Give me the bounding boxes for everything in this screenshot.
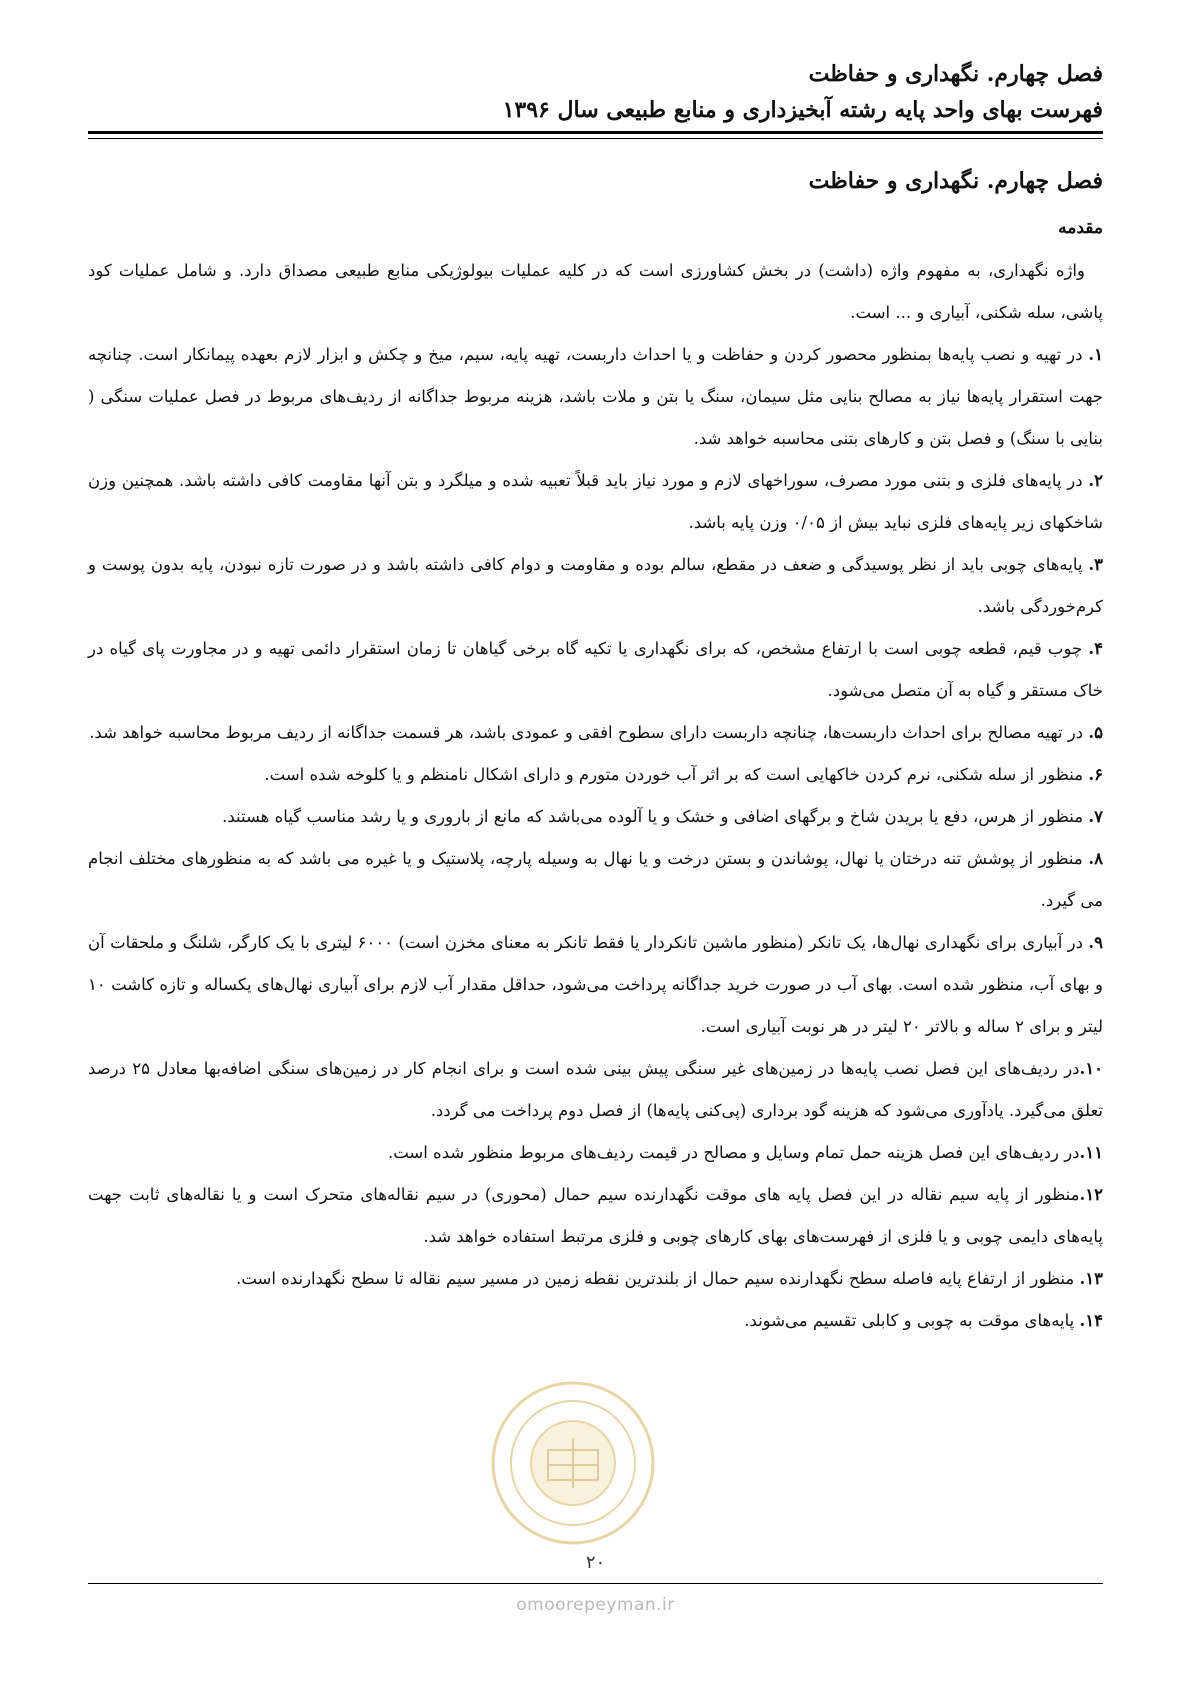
item-text: پایه‌های چوبی باید از نظر پوسیدگی و ضعف در مقطع، سالم بوده و مقاومت و دوام کافی داشته باشد و در صورت تازه نبودن، پایه بدون پوست و کرم‌خوردگی باشد.: [88, 555, 1103, 616]
item-text: منظور از سله شکنی، نرم کردن خاکهایی است که بر اثر آب خوردن متورم و دارای اشکال نامنظم و یا کلوخه شده است.: [264, 765, 1084, 784]
item-number: ۸.: [1088, 849, 1103, 868]
intro-paragraph: واژه نگهداری، به مفهوم واژه (داشت) در بخش کشاورزی است که در کلیه عملیات بیولوژیکی منابع طبیعی مصداق دارد. و شامل عملیات کود پاشی، سله شکنی، آبیاری و ... است.: [88, 261, 1103, 322]
item-number: ۱۱.: [1079, 1143, 1103, 1162]
list-item-3: [88, 544, 1103, 628]
item-number: ۴.: [1088, 639, 1104, 658]
list-item-14: [88, 1300, 1103, 1342]
list-item-4: [88, 628, 1103, 712]
item-text: منظور از ارتفاع پایه فاصله سطح نگهدارنده سیم حمال از بلندترین نقطه زمین در مسیر سیم نقاله تا سطح نگهدارنده است.: [236, 1269, 1075, 1288]
header-chapter: فصل چهارم. نگهداری و حفاظت: [808, 61, 1103, 87]
item-number: ۱۲.: [1079, 1185, 1103, 1204]
item-text: در آبیاری برای نگهداری نهال‌ها، یک تانکر (منظور ماشین تانکردار یا فقط تانکر به معنای مخزن است) ۶۰۰۰ لیتری با یک کارگر، شلنگ و ملحقات آن و بهای آب، منظور شده است. بهای آب در صورت خرید جداگانه پرداخت می‌شود، حداقل مقدار آب لازم برای آبیاری نهال‌های یکساله و تازه کاشت ۱۰ لیتر و برای ۲ ساله و بالاتر ۲۰ لیتر در هر نوبت آبیاری است.: [88, 933, 1103, 1036]
page-number: ۲۰: [585, 1552, 606, 1573]
header-rule-thick: [88, 131, 1103, 134]
chapter-title: فصل چهارم. نگهداری و حفاظت: [808, 168, 1103, 194]
list-item-6: [88, 754, 1103, 796]
item-number: ۱۳.: [1079, 1269, 1103, 1288]
list-item-12: [88, 1174, 1103, 1258]
list-item-2: [88, 460, 1103, 544]
list-item-9: [88, 922, 1103, 1048]
item-text: منظور از هرس، دفع یا بریدن شاخ و برگهای اضافی و خشک و یا آلوده می‌باشد که مانع از باروری و یا رشد مناسب گیاه هستند.: [222, 807, 1084, 826]
page-body: [88, 160, 1103, 1342]
intro-heading: مقدمه: [1058, 218, 1103, 238]
header-rule-thin: [88, 138, 1103, 139]
item-number: ۵.: [1088, 723, 1103, 742]
header-publication: فهرست بهای واحد پایه رشته آبخیزداری و منابع طبیعی سال ۱۳۹۶: [502, 97, 1103, 123]
item-text: منظور از پایه سیم نقاله در این فصل پایه های موقت نگهدارنده سیم حمال (محوری) در سیم نقاله‌های متحرک است و یا نقاله‌های ثابت جهت پایه‌های دایمی چوبی و یا فلزی از فهرست‌های بهای کارهای چوبی و فلزی مرتبط استفاده خواهد شد.: [88, 1185, 1103, 1246]
list-item-1: [88, 334, 1103, 460]
seal-watermark-icon: [478, 1378, 668, 1548]
item-number: ۶.: [1088, 765, 1103, 784]
footer-rule: [88, 1583, 1103, 1584]
item-text: در تهیه و نصب پایه‌ها بمنظور محصور کردن و حفاظت و یا احداث داربست، تهیه پایه، سیم، میخ و چکش و ابزار لازم بعهده پیمانکار است. چنانچه جهت استقرار پایه‌ها نیاز به مصالح بنایی مثل سیمان، سنگ یا بتن و ملات باشد، هزینه مربوط جداگانه از ردیف‌های مربوط در فصل عملیات سنگی ( بنایی با سنگ) و فصل بتن و کارهای بتنی محاسبه خواهد شد.: [88, 345, 1103, 448]
site-watermark: omoorepeyman.ir: [516, 1595, 675, 1615]
list-item-8: [88, 838, 1103, 922]
item-text: منظور از پوشش تنه درختان یا نهال، پوشاندن و بستن درخت و یا نهال به وسیله پارچه، پلاستیک و یا غیره می باشد که به منظورهای مختلف انجام می گیرد.: [88, 849, 1103, 910]
item-number: ۱۴.: [1079, 1311, 1103, 1330]
item-number: ۹.: [1088, 933, 1104, 952]
item-number: ۲.: [1088, 471, 1103, 490]
page-header: [88, 56, 1103, 128]
item-text: پایه‌های موقت به چوبی و کابلی تقسیم می‌شوند.: [744, 1311, 1075, 1330]
item-number: ۳.: [1088, 555, 1103, 574]
list-item-5: [88, 712, 1103, 754]
list-item-11: [88, 1132, 1103, 1174]
item-number: ۷.: [1088, 807, 1103, 826]
item-text: در تهیه مصالح برای احداث داربست‌ها، چنانچه داربست دارای سطوح افقی و عمودی باشد، هر قسمت جداگانه از ردیف مربوط محاسبه خواهد شد.: [89, 723, 1084, 742]
item-number: ۱۰.: [1079, 1059, 1103, 1078]
item-text: در پایه‌های فلزی و بتنی مورد مصرف، سوراخهای لازم و مورد نیاز باید قبلاً تعبیه شده و میلگرد و بتن آنها مقاومت کافی داشته باشد. همچنین وزن شاخکهای زیر پایه‌های فلزی نباید بیش از ۰/۰۵ وزن پایه باشد.: [88, 471, 1103, 532]
list-item-7: [88, 796, 1103, 838]
item-text: چوب قیم، قطعه چوبی است با ارتفاع مشخص، که برای نگهداری یا تکیه گاه برخی گیاهان تا زمان استقرار دائمی تهیه و در مجاورت پای گیاه در خاک مستقر و گیاه به آن متصل می‌شود.: [88, 639, 1103, 700]
list-item-10: [88, 1048, 1103, 1132]
list-item-13: [88, 1258, 1103, 1300]
item-number: ۱.: [1088, 345, 1103, 364]
item-text: در ردیف‌های این فصل هزینه حمل تمام وسایل و مصالح در قیمت ردیف‌های مربوط منظور شده است.: [387, 1143, 1080, 1162]
item-text: در ردیف‌های این فصل نصب پایه‌ها در زمین‌های غیر سنگی پیش بینی شده است و برای انجام کار در زمین‌های سنگی اضافه‌بها معادل ۲۵ درصد تعلق می‌گیرد. یادآوری می‌شود که هزینه گود برداری (پی‌کنی پایه‌ها) از فصل دوم پرداخت می گردد.: [88, 1059, 1103, 1120]
